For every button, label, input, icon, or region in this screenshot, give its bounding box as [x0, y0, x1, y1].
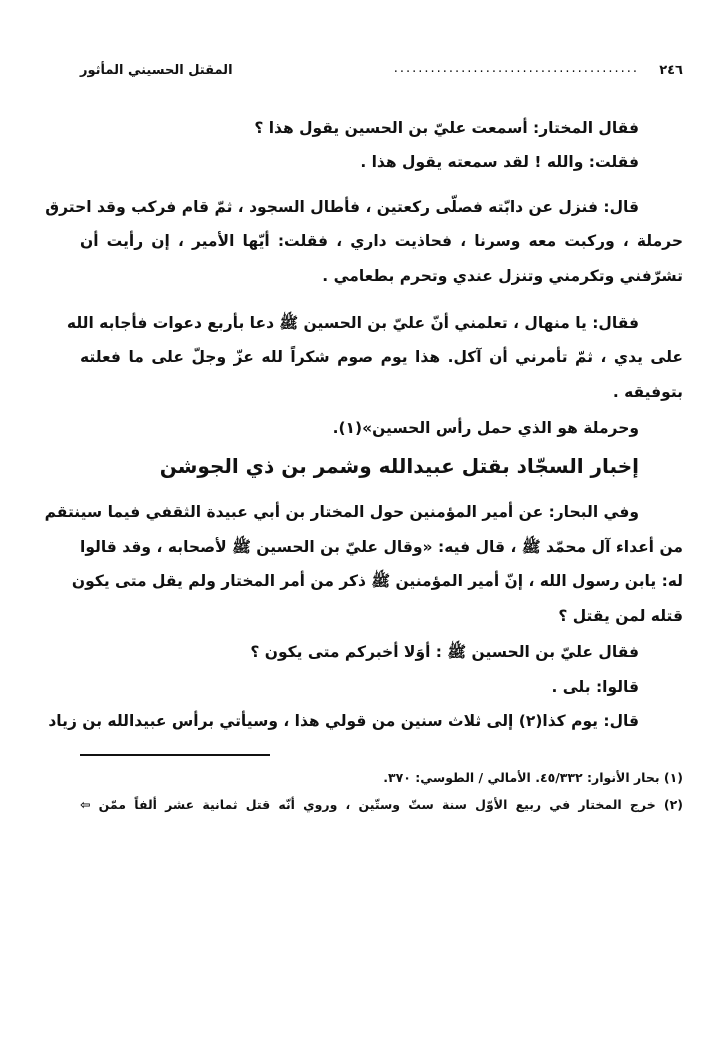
- text-line: قتله لمن يقتل ؟: [558, 607, 683, 625]
- text-line: فقال: يا منهال ، تعلمني أنّ عليّ بن الحسين ﷺ دعا بأربع دعوات فأجابه الله: [66, 314, 639, 332]
- footnote-1: (١) بحار الأنوار: ٤٥/٣٣٢. الأمالي / الطوسي: ٣٧٠.: [383, 770, 683, 785]
- text-line: له: يابن رسول الله ، إنّ أمير المؤمنين ﷺ ذكر من أمر المختار ولم يقل متى يكون: [71, 572, 683, 590]
- text-line: من أعداء آل محمّد ﷺ ، قال فيه: «وقال عليّ بن الحسين ﷺ لأصحابه ، وقد قالوا: [80, 538, 683, 556]
- text-line: قال: يوم كذا(٢) إلى ثلاث سنين من قولي هذا ، وسيأتي برأس عبيدالله بن زياد: [48, 712, 639, 730]
- header-dot-leader: ........................................: [393, 61, 639, 76]
- book-title: المقتل الحسيني المأثور: [80, 63, 233, 78]
- text-line: قالوا: بلى .: [551, 678, 639, 696]
- text-line: حرملة ، وركبت معه وسرنا ، فحاذيت داري ، فقلت: أيّها الأمير ، إن رأيت أن: [80, 232, 683, 250]
- text-line: فقلت: والله ! لقد سمعته يقول هذا .: [360, 153, 639, 171]
- text-line: تشرّفني وتكرمني وتنزل عندي وتحرم بطعامي .: [322, 267, 683, 285]
- footnote-2: (٢) خرج المختار في ربيع الأوّل سنة ستّ وستّين ، وروي أنّه قتل ثمانية عشر ألفاً ممّن ⇦: [80, 797, 683, 812]
- text-line: قال: فنزل عن دابّته فصلّى ركعتين ، فأطال السجود ، ثمّ قام فركب وقد احترق: [45, 198, 639, 216]
- running-header: [80, 63, 683, 85]
- page-number: ٢٤٦: [659, 63, 683, 78]
- text-line: وفي البحار: عن أمير المؤمنين حول المختار بن أبي عبيدة الثقفي فيما سينتقم: [44, 503, 639, 521]
- text-line: وحرملة هو الذي حمل رأس الحسين»(١).: [332, 419, 639, 437]
- section-heading: إخبار السجّاد بقتل عبيدالله وشمر بن ذي الجوشن: [159, 454, 639, 478]
- footnote-separator: [80, 754, 270, 756]
- text-line: فقال المختار: أسمعت عليّ بن الحسين يقول هذا ؟: [254, 119, 639, 137]
- text-line: بتوفيقه .: [612, 383, 683, 401]
- text-line: على يدي ، ثمّ تأمرني أن آكل. هذا يوم صوم شكراً لله عزّ وجلّ على ما فعلته: [80, 348, 683, 366]
- text-line: فقال عليّ بن الحسين ﷺ : أوَلا أخبركم متى يكون ؟: [250, 643, 639, 661]
